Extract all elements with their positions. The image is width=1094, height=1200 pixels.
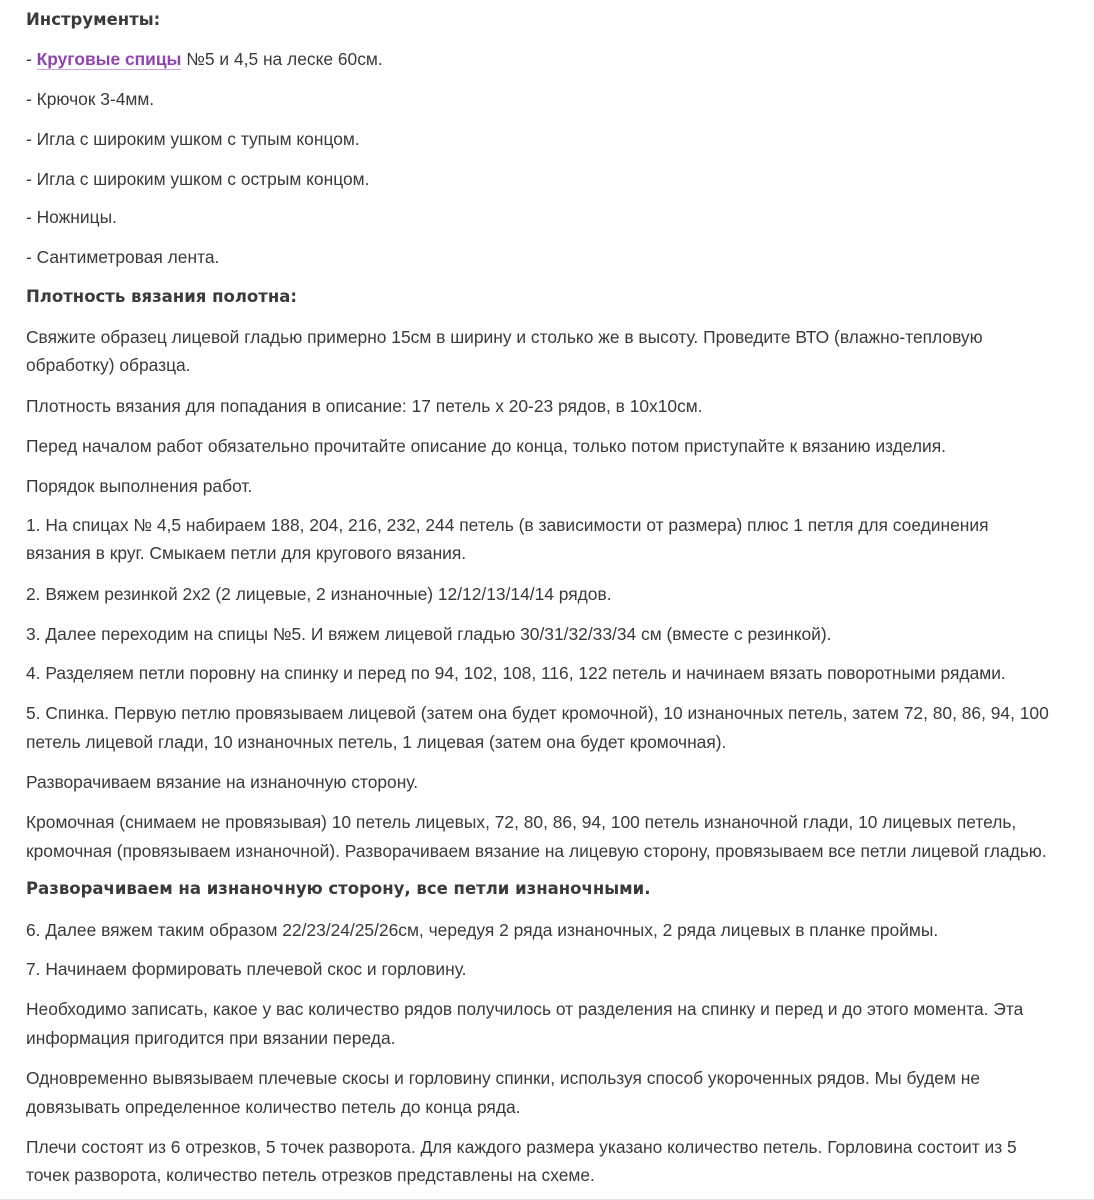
tools-item-circular-needles [26, 45, 383, 73]
tools-item-scissors: - Ножницы. [26, 207, 117, 227]
note-line-2: информация пригодится при вязании переда. [26, 1028, 396, 1048]
short-rows-line-2: довязывать определенное количество петель до конца ряда. [26, 1097, 521, 1117]
sample-text-line-1: Свяжите образец лицевой гладью примерно 15см в ширину и столько же в высоту. Проведите ВТО (влажно-тепловую [26, 327, 983, 347]
step-6: 6. Далее вяжем таким образом 22/23/24/25/26см, чередуя 2 ряда изнаночных, 2 ряда лицевых в планке проймы. [26, 920, 939, 940]
step-5-line-2: петель лицевой глади, 10 изнаночных петель, 1 лицевая (затем она будет кромочная). [26, 732, 727, 752]
gauge-text: Плотность вязания для попадания в описание: 17 петель х 20-23 рядов, в 10х10см. [26, 396, 703, 416]
list-dash: - [26, 49, 37, 69]
step-1-line-2: вязания в круг. Смыкаем петли для кругового вязания. [26, 543, 467, 563]
tools-heading: Инструменты: [26, 10, 161, 29]
tools-item-blunt-needle: - Игла с широким ушком с тупым концом. [26, 129, 360, 149]
tools-item-measuring-tape: - Сантиметровая лента. [26, 247, 220, 267]
step-3: 3. Далее переходим на спицы №5. И вяжем лицевой гладью 30/31/32/33/34 см (вместе с резинкой). [26, 624, 832, 644]
step-1-line-1: 1. На спицах № 4,5 набираем 188, 204, 216, 232, 244 петель (в зависимости от размера) плюс 1 петля для соединения [26, 515, 989, 535]
step-4: 4. Разделяем петли поровну на спинку и перед по 94, 102, 108, 116, 122 петель и начинаем вязать поворотными рядами. [26, 663, 1006, 683]
order-text: Порядок выполнения работ. [26, 476, 253, 496]
turn-wrong-side-text: Разворачиваем вязание на изнаночную сторону. [26, 772, 419, 792]
read-first-text: Перед началом работ обязательно прочитайте описание до конца, только потом приступайте к вязанию изделия. [26, 436, 946, 456]
tools-item-sharp-needle: - Игла с широким ушком с острым концом. [26, 169, 370, 189]
edge-text-line-1: Кромочная (снимаем не провязывая) 10 петель лицевых, 72, 80, 86, 94, 100 петель изнаночной глади, 10 лицевых петель, [26, 812, 1017, 832]
shoulders-line-2: точек разворота, количество петель отрезков представлены на схеме. [26, 1165, 595, 1185]
circular-needles-link[interactable]: Круговые спицы [36, 49, 182, 69]
step-7: 7. Начинаем формировать плечевой скос и горловину. [26, 959, 467, 979]
tools-item-text: №5 и 4,5 на леске 60см. [181, 49, 383, 69]
step-2: 2. Вяжем резинкой 2х2 (2 лицевые, 2 изнаночные) 12/12/13/14/14 рядов. [26, 584, 612, 604]
shoulders-line-1: Плечи состоят из 6 отрезков, 5 точек разворота. Для каждого размера указано количество петель. Горловина состоит из 5 [26, 1137, 1017, 1157]
tools-item-hook: - Крючок 3-4мм. [26, 89, 155, 109]
edge-text-line-2: кромочная (провязываем изнаночной). Разворачиваем вязание на лицевую сторону, провязываем все петли лицевой гладью. [26, 841, 1047, 861]
short-rows-line-1: Одновременно вывязываем плечевые скосы и горловину спинки, используя способ укороченных рядов. Мы будем не [26, 1068, 981, 1088]
step-5-line-1: 5. Спинка. Первую петлю провязываем лицевой (затем она будет кромочной), 10 изнаночных петель, затем 72, 80, 86, 94, 100 [26, 703, 1049, 723]
note-line-1: Необходимо записать, какое у вас количество рядов получилось от разделения на спинку и перед и до этого момента. Эта [26, 999, 1024, 1019]
turn-purl-heading: Разворачиваем на изнаночную сторону, все петли изнаночными. [26, 879, 651, 898]
sample-text-line-2: обработку) образца. [26, 355, 191, 375]
density-heading: Плотность вязания полотна: [26, 287, 297, 306]
